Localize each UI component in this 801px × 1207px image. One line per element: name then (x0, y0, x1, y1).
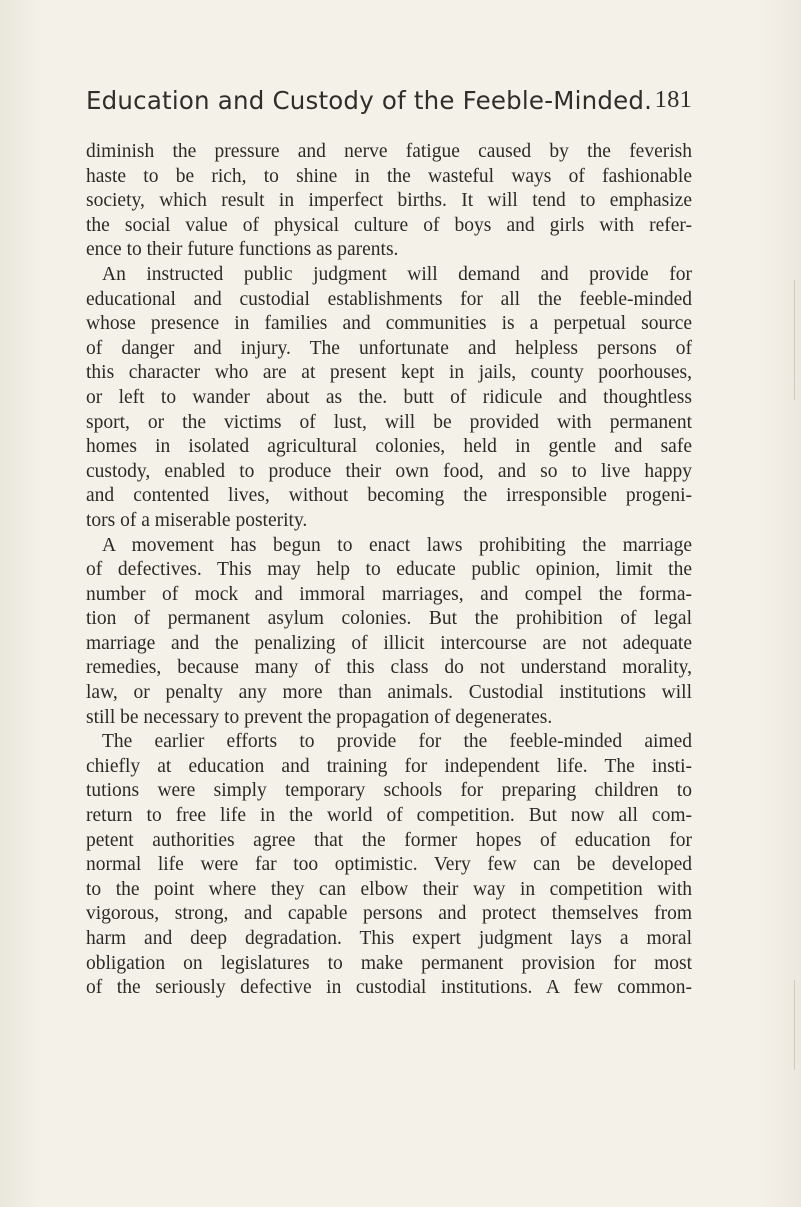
text-line: A movement has begun to enact laws prohibiting the marriage (102, 534, 692, 556)
page-edge-shadow (794, 980, 795, 1070)
text-line: educational and custodial establishments for all the feeble-minded (86, 288, 692, 310)
text-line: obligation on legislatures to make permanent provision for most (86, 952, 692, 974)
text-line: this character who are at present kept in jails, county poorhouses, (86, 362, 692, 384)
text-line: ence to their future functions as parents. (86, 239, 399, 261)
text-line: of the seriously defective in custodial institutions. A few common- (86, 977, 692, 999)
page-number: 181 (654, 86, 692, 113)
text-line: whose presence in families and communities is a perpetual source (86, 313, 692, 335)
running-head-title: Education and Custody of the Feeble-Minded. (86, 86, 653, 115)
text-line: tors of a miserable posterity. (86, 509, 308, 531)
text-line: number of mock and immoral marriages, and compel the forma- (86, 583, 692, 605)
text-line: harm and deep degradation. This expert judgment lays a moral (86, 928, 692, 949)
text-line: petent authorities agree that the former hopes of education for (86, 829, 692, 851)
text-line: remedies, because many of this class do not understand morality, (86, 657, 692, 679)
text-line: the social value of physical culture of boys and girls with refer- (86, 214, 692, 236)
text-line: of danger and injury. The unfortunate and helpless persons of (86, 337, 692, 359)
text-line: to the point where they can elbow their way in competition with (86, 878, 692, 900)
text-line: still be necessary to prevent the propagation of degenerates. (86, 706, 553, 728)
text-line: chiefly at education and training for independent life. The insti- (86, 755, 692, 777)
text-line: custody, enabled to produce their own food, and so to live happy (86, 460, 692, 482)
running-head (86, 86, 692, 122)
text-line: of defectives. This may help to educate public opinion, limit the (86, 559, 692, 581)
text-line: marriage and the penalizing of illicit intercourse are not adequate (86, 632, 692, 654)
text-line: return to free life in the world of competition. But now all com- (86, 805, 692, 827)
text-line: An instructed public judgment will demand and provide for (102, 263, 692, 285)
text-line: tion of permanent asylum colonies. But the prohibition of legal (86, 608, 692, 630)
body-text (86, 140, 692, 1001)
text-line: diminish the pressure and nerve fatigue caused by the feverish (86, 141, 692, 162)
text-line: society, which result in imperfect births. It will tend to emphasize (86, 190, 692, 212)
text-line: The earlier efforts to provide for the feeble-minded aimed (102, 731, 692, 753)
text-line: and contented lives, without becoming the irresponsible progeni- (86, 485, 692, 507)
text-line: haste to be rich, to shine in the wasteful ways of fashionable (86, 165, 692, 187)
text-line: tutions were simply temporary schools for preparing children to (86, 780, 692, 802)
text-line: homes in isolated agricultural colonies, held in gentle and safe (86, 436, 692, 458)
text-line: normal life were far too optimistic. Very few can be developed (86, 854, 692, 876)
text-line: law, or penalty any more than animals. Custodial institutions will (86, 682, 692, 704)
page-edge-shadow (794, 280, 795, 400)
text-line: sport, or the victims of lust, will be provided with permanent (86, 411, 692, 433)
text-line: vigorous, strong, and capable persons and protect themselves from (86, 903, 692, 925)
text-line: or left to wander about as the. butt of ridicule and thoughtless (86, 386, 692, 408)
